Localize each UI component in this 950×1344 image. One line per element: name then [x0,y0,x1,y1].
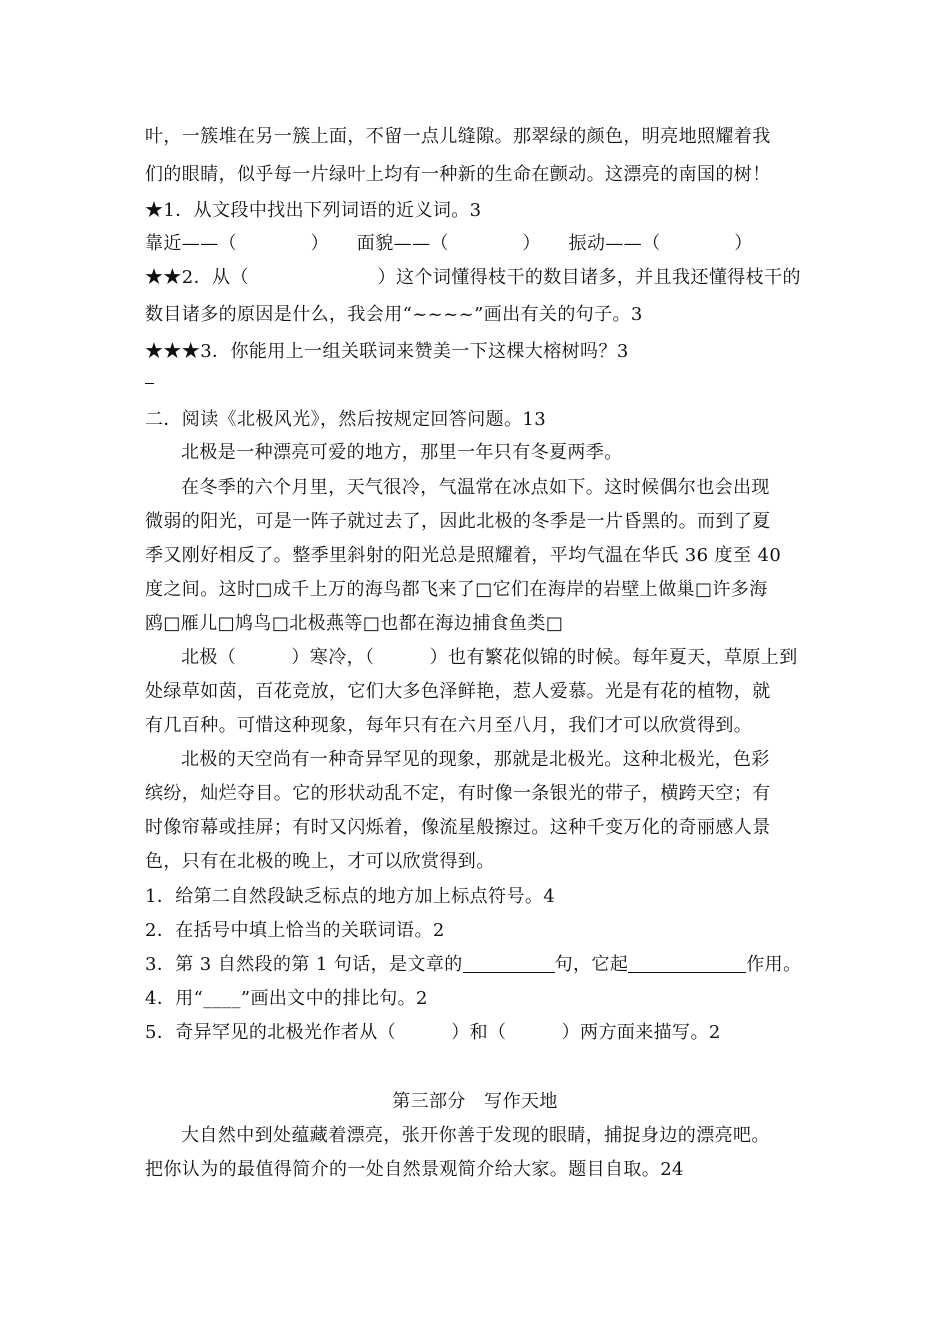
question-2-line-2: 数目诸多的原因是什么，我会用“~~~~”画出有关的句子。3 [145,304,643,325]
article-para-4-line-4: 色，只有在北极的晚上，才可以欣赏得到。 [145,851,495,872]
question-3: ★★★3．你能用上一组关联词来赞美一下这棵大榕树吗？3 [145,341,629,362]
exercise-3-middle: 句，它起 [554,954,629,975]
exercise-4: 4．用“____”画出文中的排比句。2 [145,988,428,1009]
exercise-3-suffix: 作用。 [746,954,802,975]
article-para-4-line-3: 时像帘幕或挂屏；有时又闪烁着，像流星般擦过。这种千变万化的奇丽感人景 [145,817,771,838]
question-1-words: 靠近——（ ） 面貌——（ ） 振动——（ ） [145,233,753,254]
writing-prompt-line-2: 把你认为的最值得简介的一处自然景观简介给大家。题目自取。24 [145,1159,684,1180]
article-para-2-line-5: 鸥□雁儿□鸠鸟□北极燕等□也都在海边捕食鱼类□ [145,613,564,634]
article-para-2-line-2: 微弱的阳光，可是一阵子就过去了，因此北极的冬季是一片昏黑的。而到了夏 [145,511,771,532]
article-para-2-line-4: 度之间。这时□成千上万的海鸟都飞来了□它们在海岸的岩壁上做巢□许多海 [145,579,768,600]
section-3-title: 第三部分 写作天地 [392,1091,558,1112]
exercise-2: 2．在括号中填上恰当的关联词语。2 [145,920,445,941]
passage-line-2: 们的眼睛，似乎每一片绿叶上均有一种新的生命在颤动。这漂亮的南国的树！ [145,164,771,185]
exercise-3-prefix: 3．第 3 自然段的第 1 句话，是文章的 [145,954,463,975]
answer-blank-2[interactable] [628,954,746,973]
exercise-3 [145,954,801,976]
exercise-1: 1．给第二自然段缺乏标点的地方加上标点符号。4 [145,886,556,907]
article-para-4-line-2: 缤纷，灿烂夺目。它的形状动乱不定，有时像一条银光的带子，横跨天空；有 [145,783,771,804]
article-para-3-line-1: 北极（ ）寒冷，（ ）也有繁花似锦的时候。每年夏天，草原上到 [181,647,798,668]
article-para-2-line-3: 季又刚好相反了。整季里斜射的阳光总是照耀着，平均气温在华氏 36 度至 40 [145,545,782,566]
article-para-3-line-2: 处绿草如茵，百花竞放，它们大多色泽鲜艳，惹人爱慕。光是有花的植物，就 [145,681,771,702]
article-para-1: 北极是一种漂亮可爱的地方，那里一年只有冬夏两季。 [181,442,623,463]
section-2-title: 二．阅读《北极风光》，然后按规定回答问题。13 [145,409,547,430]
question-1: ★1．从文段中找出下列词语的近义词。3 [145,200,482,221]
article-para-2-line-1: 在冬季的六个月里，天气很冷，气温常在冰点如下。这时候偶尔也会出现 [181,477,770,498]
writing-prompt-line-1: 大自然中到处蕴藏着漂亮，张开你善于发现的眼睛，捕捉身边的漂亮吧。 [181,1125,770,1146]
answer-blank-1[interactable] [463,954,555,973]
passage-line-1: 叶，一簇堆在另一簇上面，不留一点儿缝隙。那翠绿的颜色，明亮地照耀着我 [145,126,771,147]
exercise-5: 5．奇异罕见的北极光作者从（ ）和（ ）两方面来描写。2 [145,1022,721,1043]
article-para-3-line-3: 有几百种。可惜这种现象，每年只有在六月至八月，我们才可以欣赏得到。 [145,715,753,736]
article-para-4-line-1: 北极的天空尚有一种奇异罕见的现象，那就是北极光。这种北极光，色彩 [181,749,770,770]
underline-mark [145,383,154,384]
question-2-line-1: ★★2．从（ ）这个词懂得枝干的数目诸多，并且我还懂得枝干的 [145,267,801,288]
